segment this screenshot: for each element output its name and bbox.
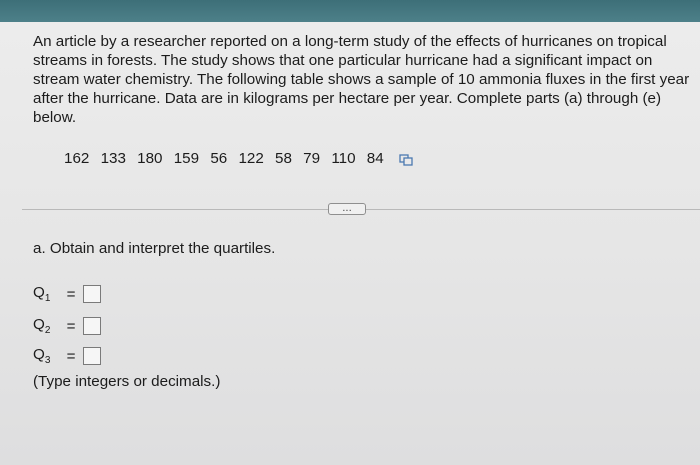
question-panel bbox=[0, 22, 700, 465]
data-value: 133 bbox=[100, 150, 126, 167]
data-value: 159 bbox=[173, 150, 200, 167]
data-values-row bbox=[64, 150, 413, 167]
data-values bbox=[64, 150, 391, 167]
data-value: 122 bbox=[238, 150, 264, 167]
answer-format-hint: (Type integers or decimals.) bbox=[33, 373, 221, 390]
equals-sign: = bbox=[66, 317, 76, 335]
data-value: 56 bbox=[210, 150, 228, 167]
part-a-title: a. Obtain and interpret the quartiles. bbox=[33, 240, 276, 257]
equals-sign: = bbox=[66, 285, 76, 303]
q2-row bbox=[33, 316, 101, 336]
q3-answer-input[interactable] bbox=[83, 347, 101, 365]
data-value: 110 bbox=[331, 150, 356, 167]
equals-sign: = bbox=[66, 347, 76, 365]
q1-answer-input[interactable] bbox=[83, 285, 101, 303]
data-value: 58 bbox=[275, 150, 292, 167]
q2-answer-input[interactable] bbox=[83, 317, 101, 335]
copy-data-icon[interactable] bbox=[399, 153, 413, 165]
data-value: 180 bbox=[137, 150, 163, 167]
question-text: An article by a researcher reported on a long-term study of the effects of hurricanes on tropical streams in forests. The study shows that one particular hurricane had a significant impact on stream water chemistry. The following table shows a sample of 10 ammonia fluxes in the first year after the hurricane. Data are in kilograms per hectare per year. Complete parts (a) through (e) below. bbox=[33, 33, 690, 126]
q2-label: $Q_2$ bbox=[33, 316, 51, 337]
top-bar bbox=[0, 0, 700, 22]
q3-row bbox=[33, 346, 101, 366]
data-value: 162 bbox=[64, 150, 90, 167]
expand-more-button[interactable]: ... bbox=[328, 203, 366, 215]
q1-label: $Q_1$ bbox=[33, 284, 51, 305]
q3-label: $Q_3$ bbox=[33, 346, 51, 367]
data-value: 79 bbox=[303, 150, 321, 167]
q1-row bbox=[33, 284, 101, 304]
data-value: 84 bbox=[366, 150, 384, 167]
